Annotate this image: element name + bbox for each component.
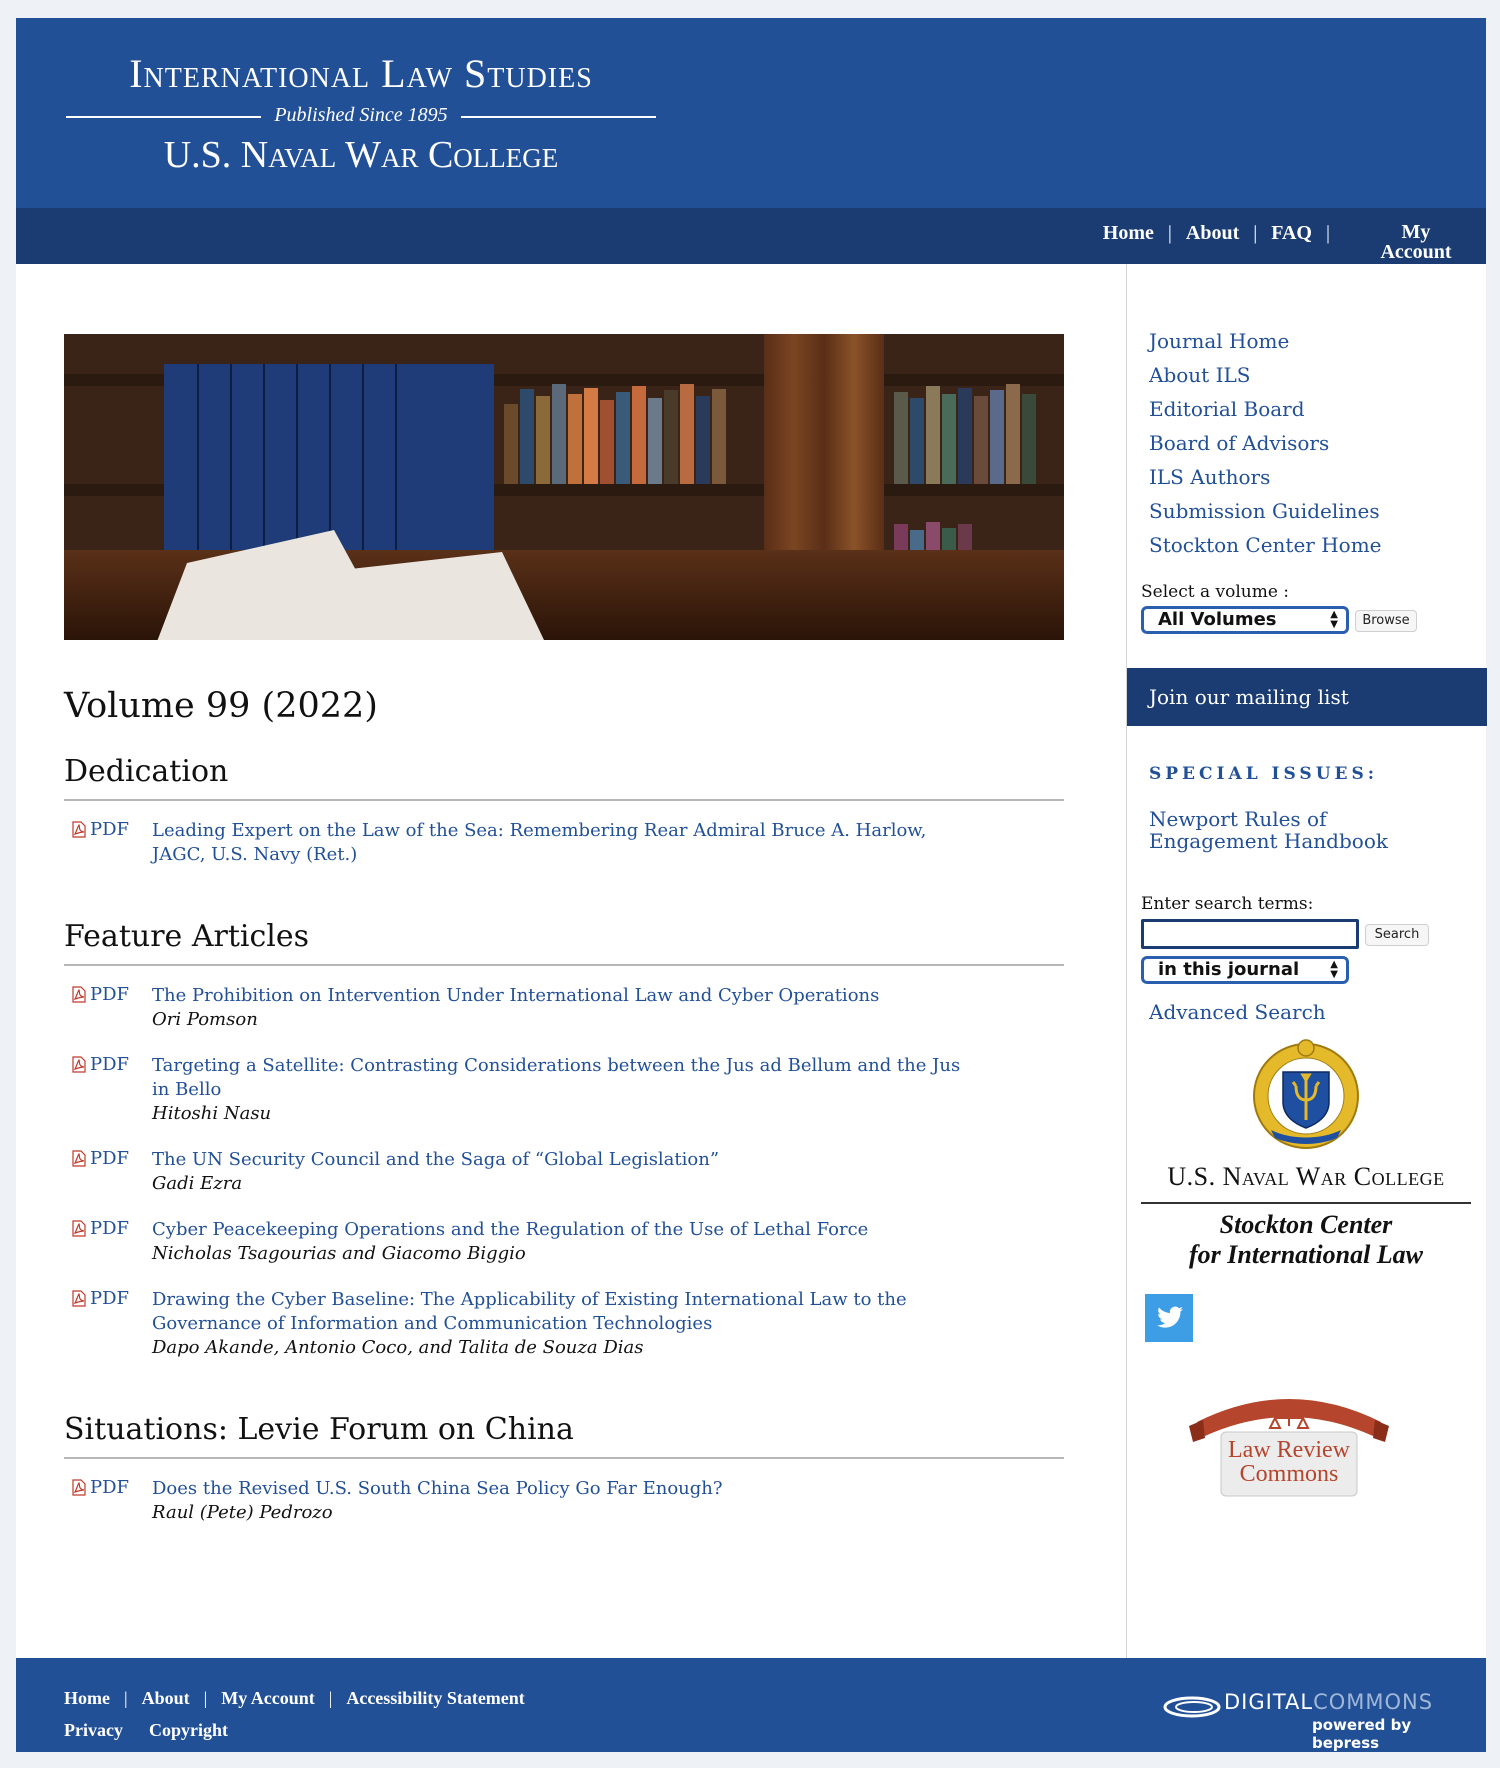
article-title[interactable]: Targeting a Satellite: Contrasting Considerations between the Jus ad Bellum and the Jus in Bello (152, 1055, 961, 1100)
law-review-commons-badge[interactable] (1189, 1378, 1389, 1500)
twitter-link[interactable] (1145, 1294, 1193, 1342)
section-list-dedication (64, 819, 1064, 867)
select-arrows-icon: ▲ ▼ (1330, 609, 1338, 630)
article-title[interactable]: Drawing the Cyber Baseline: The Applicability of Existing International Law to the Governance of Information and Communication Technologies (152, 1289, 907, 1334)
pdf-icon (72, 1220, 86, 1237)
search-scope-select[interactable]: in this journal ▲ ▼ (1141, 956, 1349, 984)
pdf-icon (72, 1150, 86, 1167)
special-issues-heading: SPECIAL ISSUES: (1149, 764, 1379, 784)
footer-copyright[interactable]: Copyright (148, 1720, 228, 1740)
article-title[interactable]: Leading Expert on the Law of the Sea: Remembering Rear Admiral Bruce A. Harlow, JAGC, U.S. Navy (Ret.) (152, 820, 927, 865)
mailing-list-link[interactable]: Join our mailing list (1127, 668, 1487, 726)
pdf-icon (72, 986, 86, 1003)
advanced-search-link[interactable]: Advanced Search (1149, 1000, 1326, 1024)
main-content (64, 334, 1064, 1577)
list-item (64, 1218, 1064, 1266)
pdf-icon (72, 1479, 86, 1496)
sidebar-links (1149, 324, 1382, 562)
sidebar-item-stockton-center-home[interactable]: Stockton Center Home (1149, 533, 1382, 557)
sidebar (1126, 264, 1487, 1658)
stockton-center-name: Stockton Center for International Law (1188, 1210, 1424, 1269)
ils-logo[interactable] (66, 51, 656, 176)
pdf-link[interactable]: PDF (64, 1218, 152, 1266)
article-authors: Ori Pomson (152, 1009, 258, 1030)
article-title[interactable]: The Prohibition on Intervention Under International Law and Cyber Operations (152, 985, 880, 1006)
pdf-icon (72, 1290, 86, 1307)
list-item (64, 1477, 1064, 1525)
page (16, 18, 1486, 1752)
digital-commons-logo[interactable]: DIGITALCOMMONS powered by bepress (1162, 1688, 1452, 1734)
pdf-link[interactable]: PDF (64, 1477, 152, 1525)
nav-about[interactable]: About (1185, 222, 1240, 244)
sidebar-item-ils-authors[interactable]: ILS Authors (1149, 465, 1271, 489)
article-authors: Hitoshi Nasu (152, 1103, 272, 1124)
sidebar-item-board-of-advisors[interactable]: Board of Advisors (1149, 431, 1330, 455)
footer-privacy[interactable]: Privacy (64, 1720, 123, 1740)
select-arrows-icon: ▲ ▼ (1330, 959, 1338, 980)
search-button[interactable]: Search (1365, 924, 1429, 946)
list-item (64, 1288, 1064, 1360)
nav-faq[interactable]: FAQ (1271, 222, 1312, 244)
footer-my-account[interactable]: My Account (221, 1688, 315, 1708)
section-title-dedication: Dedication (64, 754, 1064, 801)
section-title-feature-articles: Feature Articles (64, 919, 1064, 966)
article-authors: Nicholas Tsagourias and Giacomo Biggio (152, 1243, 526, 1264)
logo-college: U.S. Naval War College (163, 134, 559, 176)
list-item (64, 1148, 1064, 1196)
search-label: Enter search terms: (1141, 894, 1314, 914)
naval-war-college-name: U.S. Naval War College (1167, 1162, 1445, 1191)
volume-select[interactable]: All Volumes ▲ ▼ (1141, 606, 1349, 634)
sidebar-item-editorial-board[interactable]: Editorial Board (1149, 397, 1305, 421)
article-authors: Raul (Pete) Pedrozo (152, 1502, 333, 1523)
article-authors: Dapo Akande, Antonio Coco, and Talita de Souza Dias (152, 1337, 644, 1358)
search-input[interactable] (1141, 919, 1359, 949)
section-title-situations: Situations: Levie Forum on China (64, 1412, 1064, 1459)
volume-select-label: Select a volume : (1141, 582, 1290, 602)
footer-about[interactable]: About (141, 1688, 190, 1708)
pdf-link[interactable]: PDF (64, 1148, 152, 1196)
list-item (64, 819, 1064, 867)
digital-commons-swoosh-icon (1162, 1694, 1222, 1720)
site-footer (16, 1658, 1486, 1752)
naval-war-college-seal-icon (1251, 1038, 1361, 1150)
sidebar-item-about-ils[interactable]: About ILS (1149, 363, 1251, 387)
article-title[interactable]: Does the Revised U.S. South China Sea Policy Go Far Enough? (152, 1478, 723, 1499)
sidebar-item-submission-guidelines[interactable]: Submission Guidelines (1149, 499, 1380, 523)
lrc-featured-text: FEATURED IN (1208, 1378, 1370, 1403)
library-banner-image (64, 334, 1064, 640)
logo-title: International Law Studies (129, 51, 593, 96)
pdf-icon (72, 821, 86, 838)
logo-subtitle: Published Since 1895 (274, 104, 448, 126)
footer-accessibility[interactable]: Accessibility Statement (346, 1688, 525, 1708)
volume-title: Volume 99 (2022) (64, 686, 378, 726)
article-authors: Gadi Ezra (152, 1173, 243, 1194)
article-title[interactable]: The UN Security Council and the Saga of “Global Legislation” (152, 1149, 720, 1170)
pdf-link[interactable]: PDF (64, 1288, 152, 1360)
article-title[interactable]: Cyber Peacekeeping Operations and the Regulation of the Use of Lethal Force (152, 1219, 869, 1240)
special-issue-link[interactable]: Newport Rules of Engagement Handbook (1149, 807, 1388, 853)
footer-home[interactable]: Home (64, 1688, 110, 1708)
list-item (64, 1054, 1064, 1126)
section-list-feature-articles (64, 984, 1064, 1360)
nav-home[interactable]: Home (1102, 222, 1154, 244)
browse-button[interactable]: Browse (1355, 610, 1417, 632)
sidebar-item-journal-home[interactable]: Journal Home (1149, 329, 1290, 353)
section-list-situations (64, 1477, 1064, 1525)
pdf-link[interactable]: PDF (64, 819, 152, 867)
lrc-name: Law Review Commons (1228, 1437, 1350, 1487)
pdf-icon (72, 1056, 86, 1073)
pdf-link[interactable]: PDF (64, 984, 152, 1032)
pdf-link[interactable]: PDF (64, 1054, 152, 1126)
site-header (16, 18, 1486, 208)
list-item (64, 984, 1064, 1032)
nav-my-account[interactable]: My Account (1380, 221, 1452, 263)
footer-links: Home | About | My Account | Accessibility Statement Privacy Copyright (64, 1688, 525, 1740)
twitter-icon (1145, 1294, 1193, 1342)
top-nav: Home | About | FAQ | My Account (16, 208, 1486, 264)
